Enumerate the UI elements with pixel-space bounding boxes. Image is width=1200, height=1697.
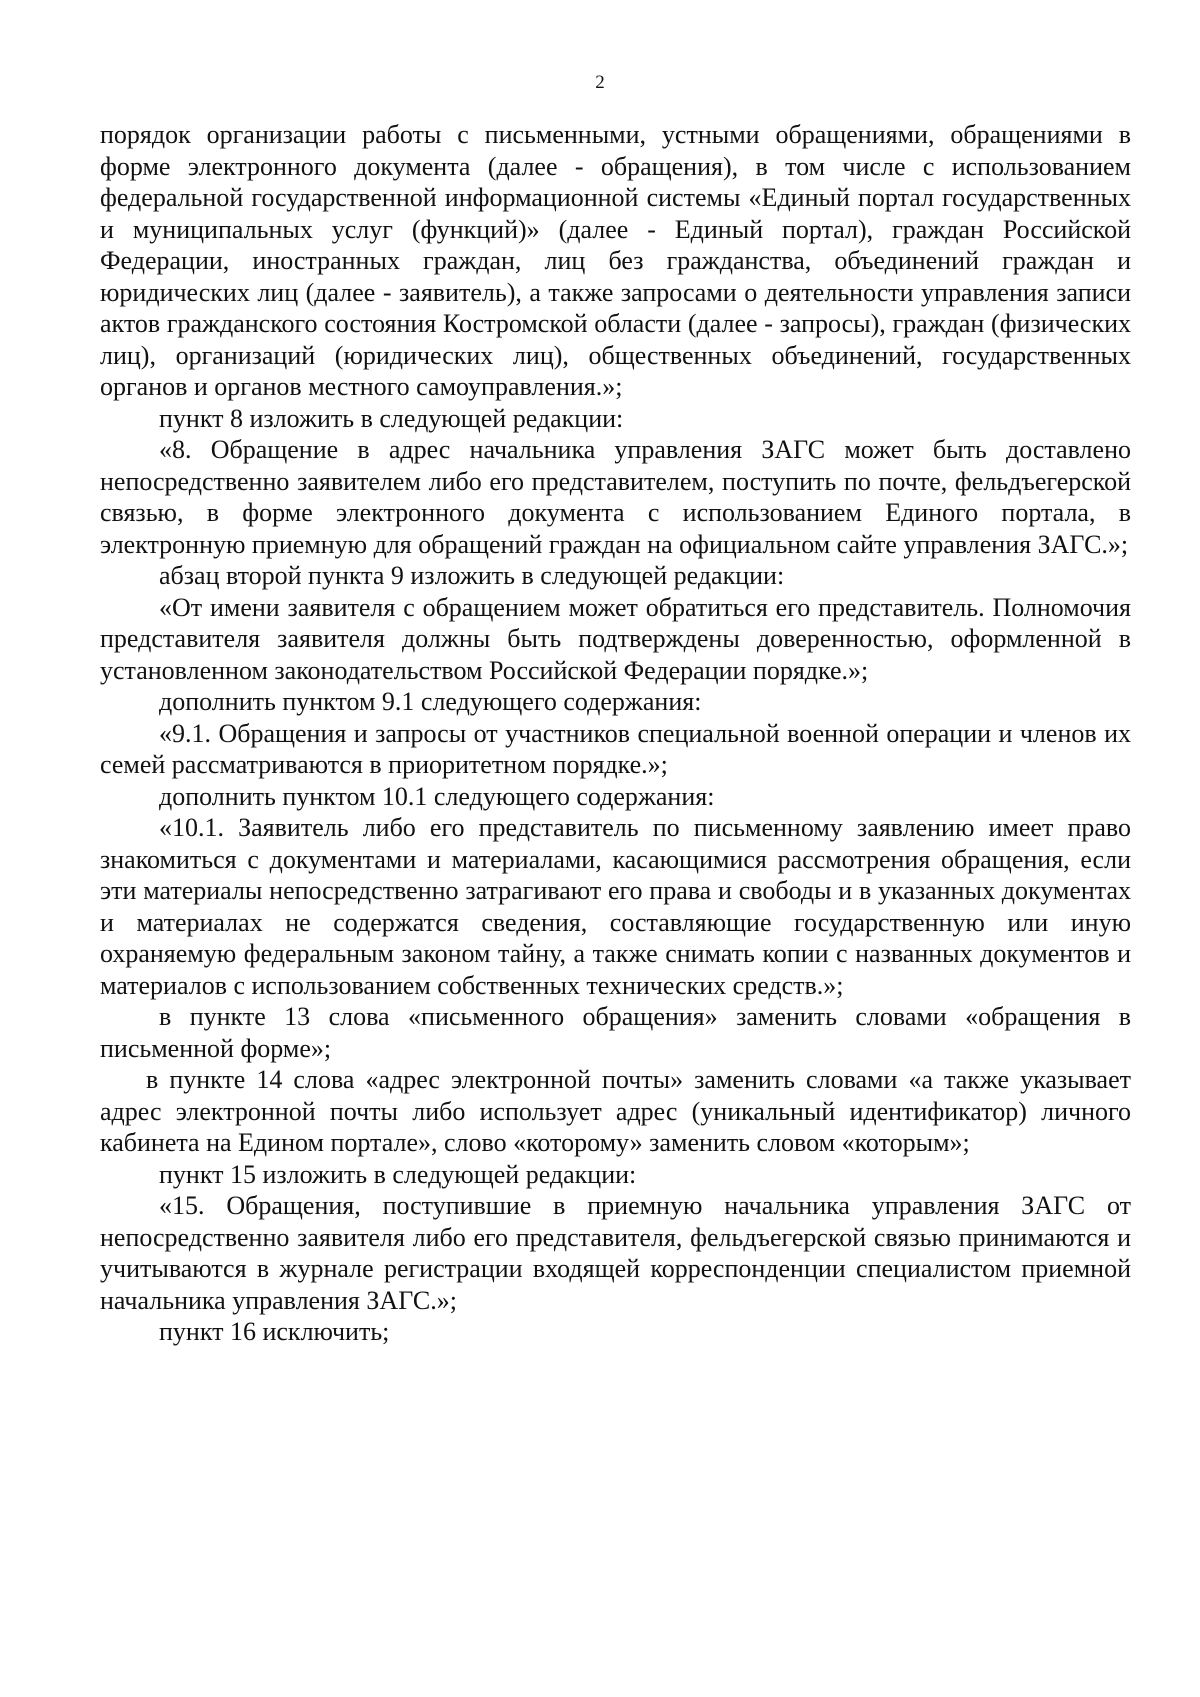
paragraph-amendment-p16: пункт 16 исключить;: [159, 1317, 390, 1346]
paragraph-p10-1-text: «10.1. Заявитель либо его представитель по письменному заявлению имеет право знакомиться с документами и материалами, касающимися рассмотрения обращения, если эти материалы непосредственно затрагивают его права и свободы и в указанных документах и материалах не содержатся сведения, составляющие государственную или иную охраняемую федеральным законом тайну, а также снимать копии с названных документов и материалов с использованием собственных технических средств.»;: [100, 813, 1131, 1000]
paragraph-amendment-p13: в пункте 13 слова «письменного обращения» заменить словами «обращения в письменной форме»;: [100, 1002, 1131, 1063]
paragraph-amendment-p14: в пункте 14 слова «адрес электронной почты» заменить словами «а также указывает адрес электронной почты либо использует адрес (уникальный идентификатор) личного кабинета на Едином портале», слово «которому» заменить словом «которым»;: [100, 1065, 1131, 1157]
paragraph-continuation: порядок организации работы с письменными, устными обращениями, обращениями в форме электронного документа (далее - обращения), в том числе с использованием федеральной государственной информационной системы «Единый портал государственных и муниципальных услуг (функций)» (далее - Единый портал), граждан Российской Федерации, иностранных граждан, лиц без гражданства, объединений граждан и юридических лиц (далее - заявитель), а также запросами о деятельности управления записи актов гражданского состояния Костромской области (далее - запросы), граждан (физических лиц), организаций (юридических лиц), общественных объединений, государственных органов и органов местного самоуправления.»;: [100, 120, 1131, 401]
paragraph-amendment-p8: пункт 8 изложить в следующей редакции:: [159, 403, 624, 433]
paragraph-amendment-p9-1: дополнить пунктом 9.1 следующего содержания:: [159, 687, 702, 716]
page-number: 2: [595, 72, 605, 93]
paragraph-amendment-p15: пункт 15 изложить в следующей редакции:: [159, 1159, 637, 1189]
paragraph-amendment-p9: абзац второй пункта 9 изложить в следующей редакции:: [159, 561, 785, 590]
paragraph-p8-text: «8. Обращение в адрес начальника управления ЗАГС может быть доставлено непосредственно заявителем либо его представителем, поступить по почте, фельдъегерской связью, в форме электронного документа с использованием Единого портала, в электронную приемную для обращений граждан на официальном сайте управления ЗАГС.»;: [100, 435, 1131, 559]
paragraph-p9-1-text: «9.1. Обращения и запросы от участников специальной военной операции и членов их семей рассматриваются в приоритетном порядке.»;: [100, 718, 1131, 779]
paragraph-amendment-p10-1: дополнить пунктом 10.1 следующего содержания:: [159, 781, 715, 811]
document-body: [100, 119, 1131, 1348]
paragraph-p15-text: «15. Обращения, поступившие в приемную начальника управления ЗАГС от непосредственно заявителя либо его представителя, фельдъегерской связью принимаются и учитываются в журнале регистрации входящей корреспонденции специалистом приемной начальника управления ЗАГС.»;: [100, 1191, 1131, 1315]
paragraph-p9-text: «От имени заявителя с обращением может обратиться его представитель. Полномочия представителя заявителя должны быть подтверждены доверенностью, оформленной в установленном законодательством Российской Федерации порядке.»;: [100, 592, 1131, 685]
